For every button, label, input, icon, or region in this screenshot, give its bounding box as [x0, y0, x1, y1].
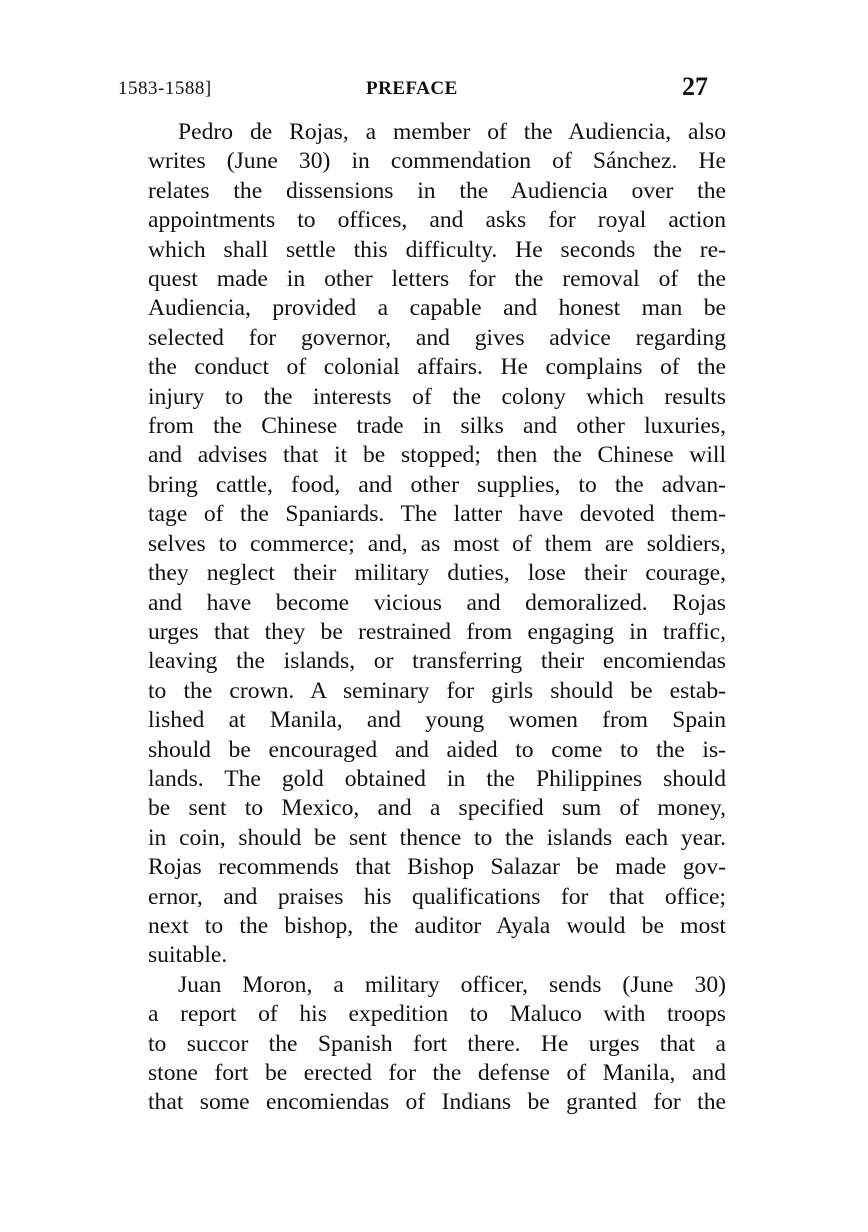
text-line: Pedro de Rojas, a member of the Audiencia, also	[178, 119, 726, 145]
text-line: to succor the Spanish fort there. He urges that a	[148, 1030, 726, 1057]
text-line: injury to the interests of the colony which results	[148, 383, 726, 410]
text-line: that some encomiendas of Indians be granted for the	[148, 1089, 726, 1116]
text-line: suitable.	[148, 942, 228, 969]
text-line: next to the bishop, the auditor Ayala would be most	[148, 912, 726, 939]
text-line: relates the dissensions in the Audiencia over the	[148, 177, 726, 204]
text-line: a report of his expedition to Maluco with troops	[148, 1001, 726, 1028]
text-line: lished at Manila, and young women from Spain	[148, 707, 726, 734]
text-line: which shall settle this difficulty. He seconds the re-	[148, 236, 726, 263]
text-line: in coin, should be sent thence to the islands each year.	[148, 824, 726, 851]
text-line: stone fort be erected for the defense of Manila, and	[148, 1060, 726, 1086]
text-line: to the crown. A seminary for girls should be estab-	[148, 677, 726, 704]
text-line: quest made in other letters for the removal of the	[148, 266, 726, 293]
paragraph-rojas	[118, 118, 726, 971]
text-line: selected for governor, and gives advice regarding	[148, 324, 726, 351]
text-line: ernor, and praises his qualifications for that office;	[148, 883, 726, 910]
text-line: tage of the Spaniards. The latter have devoted them-	[148, 501, 726, 528]
text-line: leaving the islands, or transferring their encomiendas	[148, 648, 726, 675]
text-line: be sent to Mexico, and a specified sum of money,	[148, 795, 726, 822]
header-title: PREFACE	[366, 78, 458, 99]
text-line: should be encouraged and aided to come to the is-	[148, 736, 726, 763]
page-number: 27	[682, 72, 708, 101]
paragraph-moron	[118, 971, 726, 1118]
text-line: Rojas recommends that Bishop Salazar be made gov-	[148, 854, 726, 881]
text-line: bring cattle, food, and other supplies, to the advan-	[148, 471, 726, 498]
text-line: appointments to offices, and asks for royal action	[148, 207, 726, 234]
text-line: Juan Moron, a military officer, sends (June 30)	[178, 971, 726, 998]
text-line: and have become vicious and demoralized. Rojas	[148, 589, 726, 616]
text-line: the conduct of colonial affairs. He complains of the	[148, 354, 726, 381]
text-line: Audiencia, provided a capable and honest man be	[148, 295, 726, 322]
text-line: lands. The gold obtained in the Philippines should	[148, 765, 726, 792]
running-header	[118, 72, 708, 106]
body-text	[118, 118, 726, 1118]
text-line: writes (June 30) in commendation of Sánchez. He	[148, 148, 726, 175]
text-line: and advises that it be stopped; then the Chinese will	[148, 442, 726, 469]
header-date-range: 1583-1588]	[118, 78, 212, 99]
text-line: selves to commerce; and, as most of them are soldiers,	[148, 530, 726, 557]
text-line: they neglect their military duties, lose their courage,	[148, 560, 726, 587]
text-line: urges that they be restrained from engaging in traffic,	[148, 618, 726, 645]
text-line: from the Chinese trade in silks and other luxuries,	[148, 413, 726, 440]
